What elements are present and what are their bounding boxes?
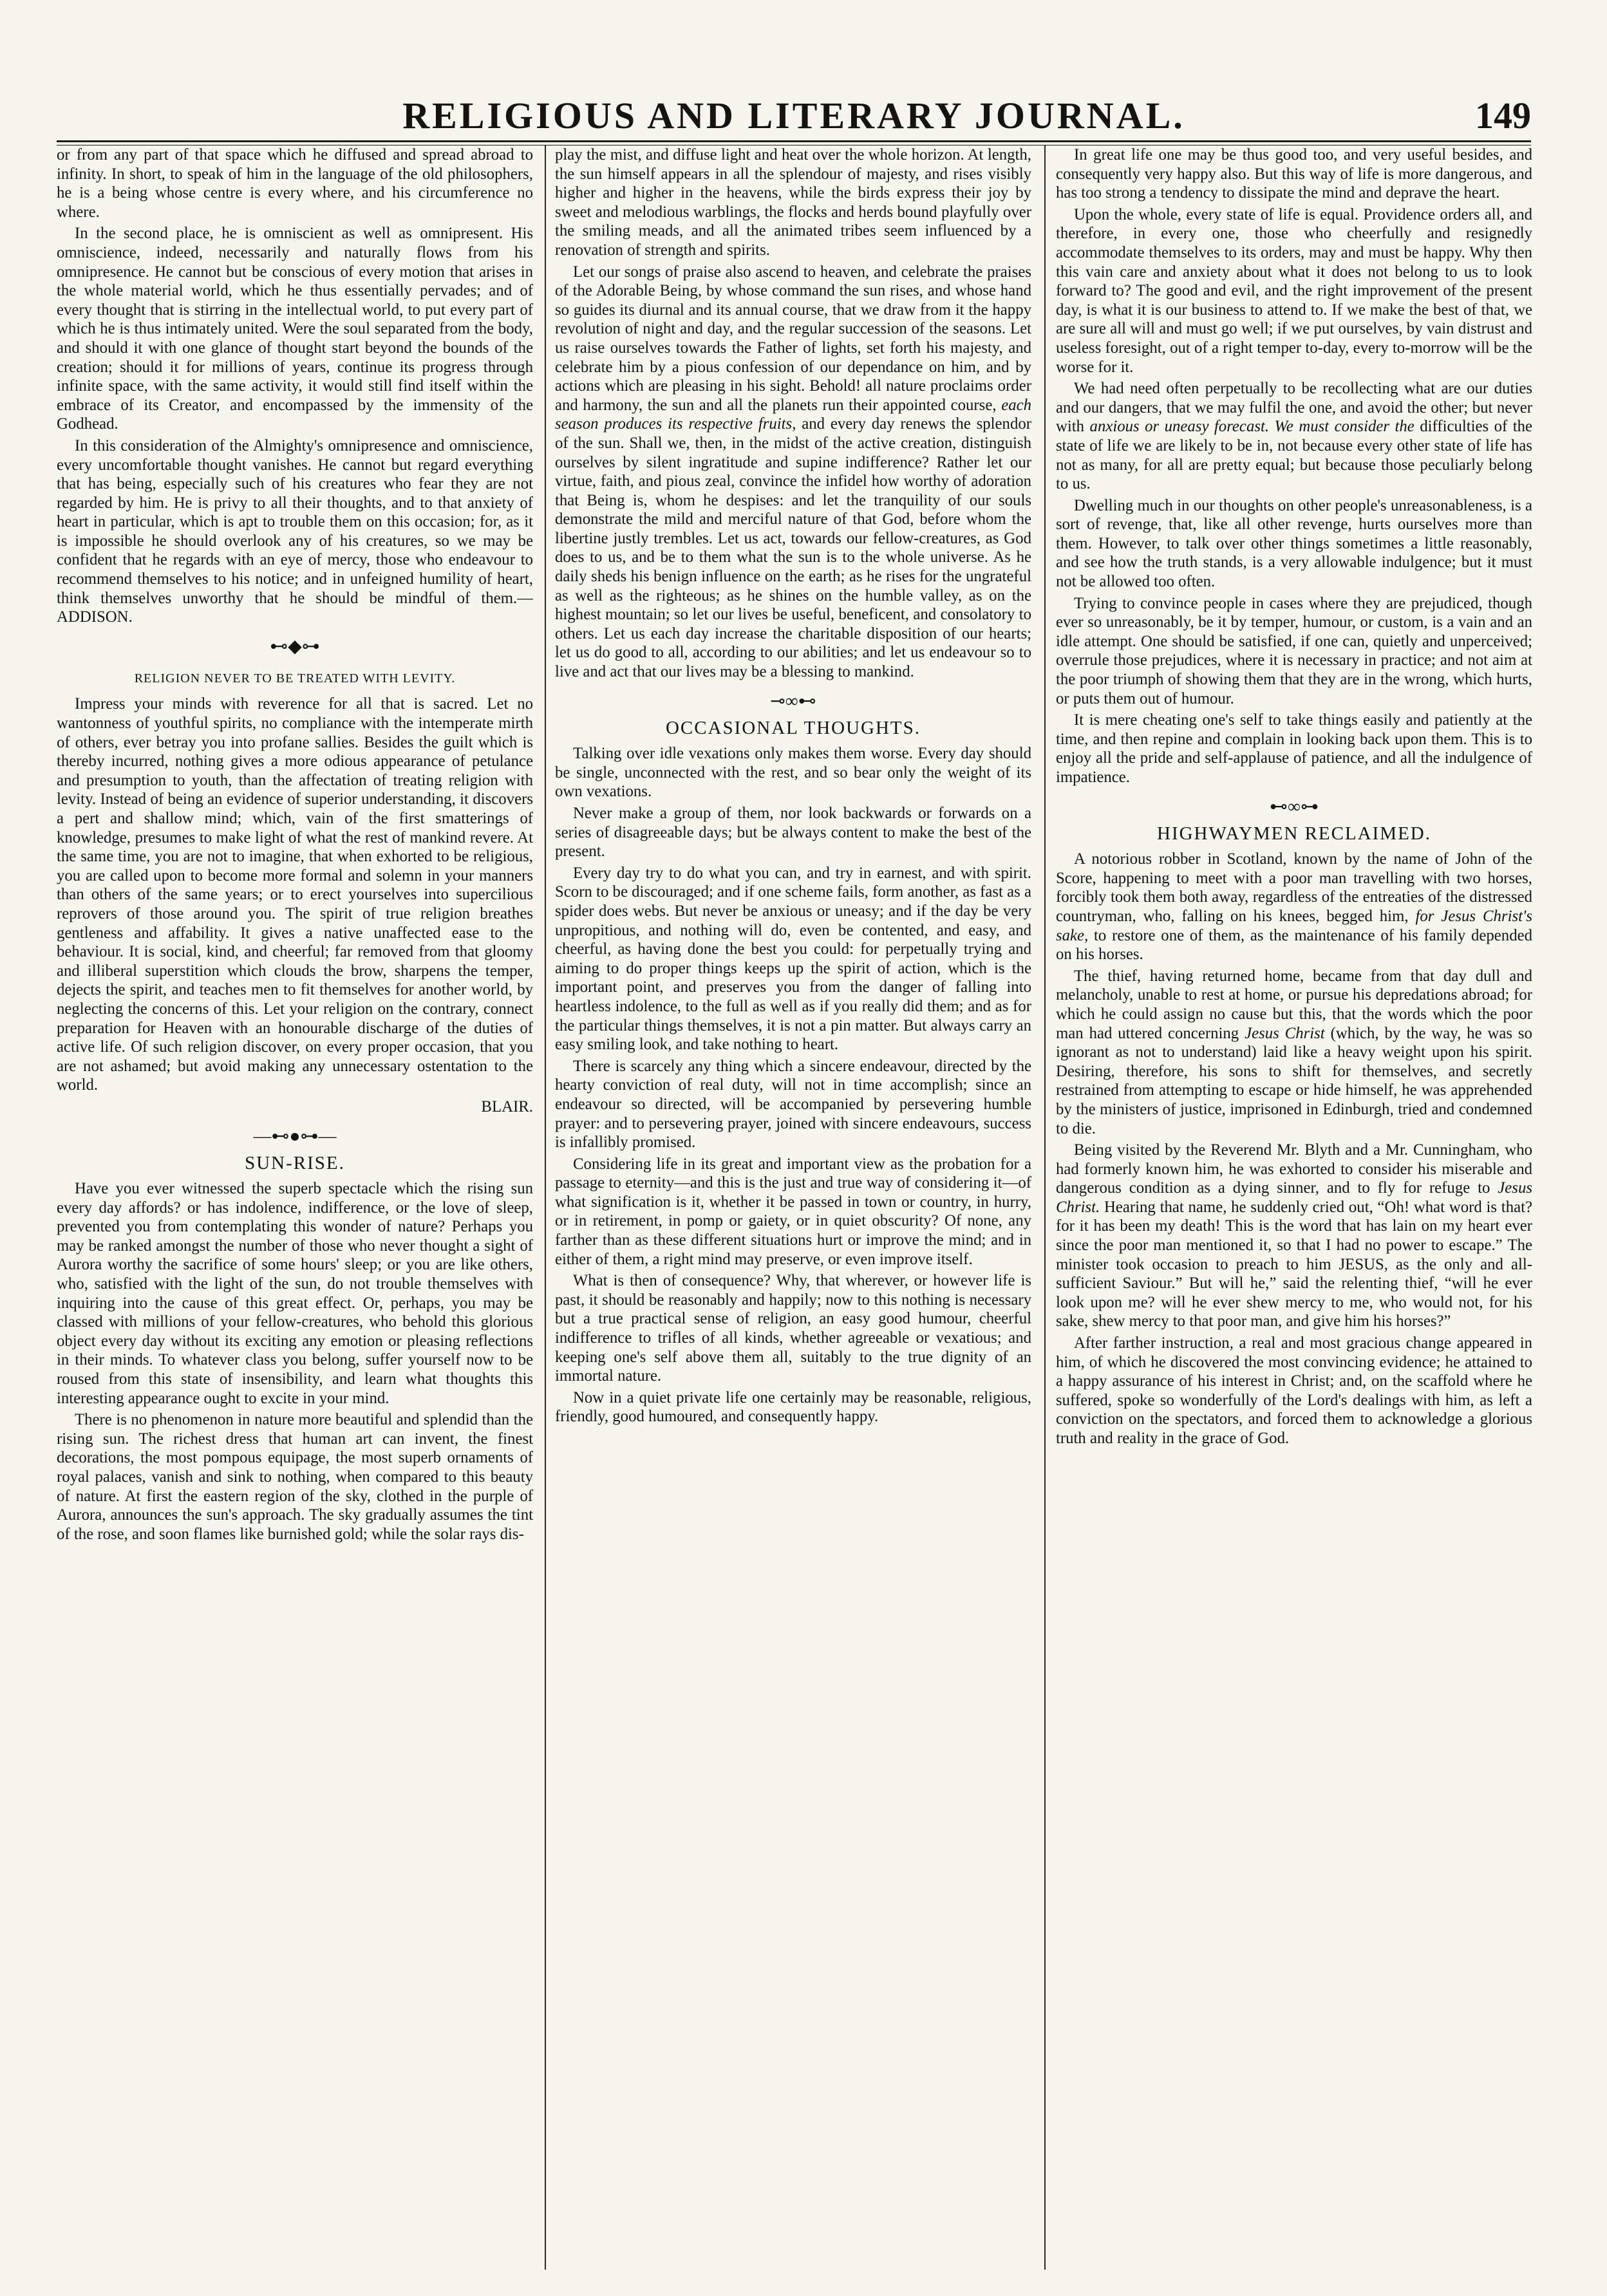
paragraph	[1056, 1141, 1532, 1331]
paragraph: play the mist, and diffuse light and heat over the whole horizon. At length, the sun himself appears in all the splendour of majesty, and rises visibly higher and higher in the heavens, while the birds express their joy by sweet and melodious warblings, the flocks and herds bound playfully over the smiling meads, and all the animated tribes seem influenced by a renovation of strength and spirits.	[555, 146, 1031, 259]
column-divider	[1044, 145, 1046, 2270]
paragraph: It is mere cheating one's self to take things easily and patiently at the time, and then repine and complain in looking back upon them. This is to enjoy all the pride and self-applause of patience, and all the indulgence of impatience.	[1056, 711, 1532, 786]
paragraph-text: Hearing that name, he suddenly cried out, “Oh! what word is that? for it has been my death! This is the word that has lain on my heart ever since the poor man mentioned it, so that I had no power to escape.” The minister took occasion to preach to him JESUS, as the only and all-sufficient Saviour.” But will he,” said the relenting thief, “will he ever look upon me? will he ever shew mercy to me, who would not, for his sake, shew mercy to that poor man, and give him his horses?”	[1056, 1198, 1532, 1330]
section-ornament: —⊷●⊶—	[253, 1126, 337, 1146]
author-attribution: BLAIR.	[481, 1097, 533, 1115]
paragraph: Every day try to do what you can, and try in earnest, and with spirit. Scorn to be discouraged; and if one scheme fails, form another, as fast as a spider does webs. But never be anxious or uneasy; and if the day be very unpropitious, and nothing will do, even be contented, and easy, and cheerful, as having done the best you could: for perpetually trying and aiming to do proper things keeps up the spirit of action, which is the important point, and preserves you from the danger of falling into heartless indolence, to the full as well as if you really did them; and as for the particular things themselves, it is not a pin matter. But always carry an easy smiling look, and take nothing to heart.	[555, 864, 1031, 1054]
paragraph: Impress your minds with reverence for all that is sacred. Let no wantonness of youthful spirits, no compliance with the intemperate mirth of others, ever betray you into profane sallies. Besides the guilt which is thereby incurred, nothing gives a more odious appearance of petulance and presumption to youth, than the affectation of treating religion with levity. Instead of being an evidence of superior understanding, it discovers a pert and shallow mind; which, vain of the first smatterings of knowledge, presumes to make light of what the rest of mankind revere. At the same time, you are not to imagine, that when exhorted to be religious, you are called upon to become more formal and solemn in your manners than others of the same years; or to erect yourselves into supercilious reprovers of those around you. The spirit of true religion breathes gentleness and affability. It gives a native unaffected ease to the behaviour. It is social, kind, and cheerful; far removed from that gloomy and illiberal superstition which clouds the brow, sharpens the temper, dejects the spirit, and teaches men to fit themselves for another world, by neglecting the concerns of this. Let your religion on the contrary, connect preparation for Heaven with an honourable discharge of the duties of active life. Of such religion discover, on every proper occasion, that you are not ashamed; but avoid making any unnecessary ostentation to the world.	[57, 695, 533, 1094]
paragraph: Talking over idle vexations only makes them worse. Every day should be single, unconnected with the rest, and so bear only the weight of its own vexations.	[555, 745, 1031, 801]
paragraph	[1056, 850, 1532, 964]
paragraph: What is then of consequence? Why, that wherever, or however life is past, it should be reasonably and happily; now to this nothing is necessary but a true practical sense of religion, an easy good humour, cheerful indifference to trifles of all kinds, whether agreeable or vexatious; and keeping one's self above them all, suitably to the true dignity of an immortal nature.	[555, 1272, 1031, 1385]
paragraph: Trying to convince people in cases where they are prejudiced, though ever so unreasonably, be it by temper, humour, or custom, is a vain and an idle attempt. One should be satisfied, if one can, quietly and unperceived; overrule those prejudices, where it is necessary in practice; and not aim at the poor triumph of showing them that they are in the wrong, which hurts, or puts them out of humour.	[1056, 594, 1532, 707]
author-attribution: —ADDISON.	[57, 589, 533, 626]
paragraph: There is scarcely any thing which a sincere endeavour, directed by the hearty conviction of real duty, will not in time accomplish; since an endeavour so directed, will be accompanied by persevering humble prayer: and to persevering prayer, joined with sincere endeavours, success is infallibly promised.	[555, 1057, 1031, 1152]
paragraph: In the second place, he is omniscient as well as omnipresent. His omniscience, indeed, necessarily and naturally flows from his omnipresence. He cannot but be conscious of every motion that arises in the whole material world, which he thus essentially pervades; and of every thought that is stirring in the intellectual world, to put every part of which he is thus intimately united. Were the soul separated from the body, and should it with one glance of thought start beyond the bounds of the creation; should it for millions of years, continue its progress through infinite space, with the same activity, it would still find itself within the embrace of its Creator, and encompassed by the immensity of the Godhead.	[57, 225, 533, 433]
paragraph: Considering life in its great and important view as the probation for a passage to eternity—and this is the just and true way of considering it—of what signification is it, whether it be passed in town or country, in hurry, or in retirement, in pomp or gaiety, or in quiet obscurity? Of none, any farther than as these different situations hurt or improve the mind; and in either of them, a right mind may preserve, or even improve itself.	[555, 1155, 1031, 1268]
paragraph-text: to restore one of them, as the maintenance of his family depended on his horses.	[1056, 926, 1532, 964]
paragraph	[1056, 379, 1532, 494]
emphasis-text: anxious or uneasy forecast. We must consider the	[1089, 418, 1414, 436]
emphasis-text: Jesus Christ.	[1056, 1179, 1532, 1216]
paragraph	[57, 436, 533, 627]
paragraph	[1056, 967, 1532, 1138]
paragraph: After farther instruction, a real and most gracious change appeared in him, of which he discovered the most convincing evidence; he attained to a happy assurance of his interest in Christ; and, on the scaffold where he suffered, spoke so wonderfully of the Lord's dealings with him, as left a conviction on the spectators, and forced them to acknowledge a glorious truth and reality in the grace of God.	[1056, 1334, 1532, 1447]
paragraph-text: In this consideration of the Almighty's omnipresence and omniscience, every uncomfortable thought vanishes. He cannot but regard everything that has being, especially such of his creatures who fear they are not regarded by him. He is privy to all their thoughts, and to that anxiety of heart in particular, which is apt to trouble them on this occasion; for, as it is impossible he should overlook any of his creatures, so we may be confident that he regards with an eye of mercy, those who endeavour to recommend themselves to his notice; and in unfeigned humility of heart, think themselves unworthy that he should be mindful of them.	[57, 436, 533, 607]
section-ornament: ⊷◆⊶	[270, 636, 320, 657]
paragraph	[555, 263, 1031, 682]
article-title: SUN-RISE.	[245, 1152, 345, 1173]
emphasis-text: Jesus Christ	[1245, 1024, 1325, 1042]
paragraph: There is no phenomenon in nature more beautiful and splendid than the rising sun. The richest dress that human art can invent, the finest decorations, the most pompous equipage, the most superb ornaments of royal palaces, vanish and sink to nothing, when compared to this beauty of nature. At first the eastern region of the sky, clothed in the purple of Aurora, announces the sun's approach. The sky gradually assumes the tint of the rose, and soon flames like burnished gold; while the solar rays dis-	[57, 1411, 533, 1543]
article-title: HIGHWAYMEN RECLAIMED.	[1157, 823, 1431, 844]
paragraph: Now in a quiet private life one certainly may be reasonable, religious, friendly, good humoured, and consequently happy.	[555, 1388, 1031, 1426]
journal-title: RELIGIOUS AND LITERARY JOURNAL.	[402, 95, 1185, 136]
article-title: OCCASIONAL THOUGHTS.	[665, 717, 921, 738]
paragraph: or from any part of that space which he diffused and spread abroad to infinity. In short, to speak of him in the language of the old philosophers, he is a being whose centre is every where, and his circumference no where.	[57, 146, 533, 221]
page-number: 149	[1475, 95, 1531, 136]
paragraph: Never make a group of them, nor look backwards or forwards on a series of disagreeable days; but be always content to make the best of the present.	[555, 805, 1031, 861]
paragraph-text: (which, by the way, he was so ignorant as not to understand) laid like a heavy weight upon his spirit. Desiring, therefore, his sons to shift for themselves, and secretly restrained from attempting to escape or hide himself, he was apprehended by the ministers of justice, imprisoned in Edinburgh, tried and condemned to die.	[1056, 1024, 1532, 1137]
paragraph-text: Being visited by the Reverend Mr. Blyth and a Mr. Cunningham, who had formerly known him, he was exhorted to consider his miserable and dangerous condition as a dying sinner, and to fly for refuge to	[1056, 1141, 1532, 1197]
masthead	[57, 90, 1531, 142]
column-left	[57, 145, 533, 2270]
emphasis-text: each season produces its respective fruits,	[555, 396, 1031, 433]
paragraph-text: difficulties of the state of life we are likely to be in, not because every other state of life has not as many, for all are pretty equal; but because those peculiarly belong to us.	[1056, 418, 1532, 493]
paragraph: Have you ever witnessed the superb spectacle which the rising sun every day affords? or has indolence, indifference, or the love of sleep, prevented you from contemplating this wonder of nature? Perhaps you may be ranked amongst the number of those who never thought a sight of Aurora worthy the sacrifice of some hours' sleep; or you are like others, who, satisfied with the light of the sun, do not trouble themselves with inquiring into the cause of this great effect. Or, perhaps, you may be classed with millions of your fellow-creatures, who behold this glorious object every day without its exciting any emotion or pleasing reflections in their minds. To whatever class you belong, suffer yourself now to be roused from this state of insensibility, and learn what thoughts this interesting appearance ought to excite in your mind.	[57, 1180, 533, 1407]
paragraph: Dwelling much in our thoughts on other people's unreasonableness, is a sort of revenge, that, like all other revenge, hurts ourselves more than them. However, to talk over other things sometimes a little reasonably, and see how the truth stands, is a very allowable indulgence; but it must not be allowed too often.	[1056, 496, 1532, 591]
paragraph: Upon the whole, every state of life is equal. Providence orders all, and therefore, in every one, those who cheerfully and resignedly accommodate themselves to its orders, may and must be happy. Why then this vain care and anxiety about what it does not belong to us to look forward to? The good and evil, and the right improvement of the present day, is what it is our business to attend to. If we make the best of that, we are sure all will and must go well; if we put ourselves, by vain distrust and useless foresight, out of a right temper to-day, every to-morrow will be the worse for it.	[1056, 205, 1532, 376]
column-divider	[545, 145, 546, 2270]
column-right	[1056, 145, 1532, 2270]
paragraph-text: and every day renews the splendor of the sun. Shall we, then, in the midst of the active creation, distinguish ourselves by silent ingratitude and supine indifference? Rather let our virtue, faith, and pious zeal, convince the infidel how worthy of adoration that Being is, whom he despises: and let the tranquility of our souls demonstrate the mild and merciful nature of that God, before whom the libertine justly trembles. Let us act, towards our fellow-creatures, as God does to us, and be to them what the sun is to the whole universe. As he daily sheds his benign influence on the earth; as he rises for the ungrateful as well as the righteous; as he shines on the humble valley, as on the highest mountain; so let our lives be useful, beneficent, and consolatory to others. Let us each day increase the charitable disposition of our hearts; let us do good to all, according to our abilities; and let us endeavour so to live and act that our lives may be a blessing to mankind.	[555, 415, 1031, 681]
section-ornament: ⊷∞⊶	[1270, 796, 1319, 817]
section-ornament: ⊸∞⊷	[770, 691, 816, 711]
emphasis-text: for Jesus Christ's sake,	[1056, 907, 1532, 944]
paragraph-text: A notorious robber in Scotland, known by the name of John of the Score, happening to meet with a poor man travelling with two horses, forcibly took them both away, regardless of the entreaties of the distressed countryman, who, falling on his knees, begged him,	[1056, 850, 1532, 925]
column-middle	[555, 145, 1031, 2270]
paragraph-text: We had need often perpetually to be recollecting what are our duties and our dangers, that we may fulfil the one, and avoid the other; but never with	[1056, 380, 1532, 436]
paragraph-text: The thief, having returned home, became from that day dull and melancholy, unable to rest at home, or pursue his depredations abroad; for which he could assign no cause but this, that the words which the poor man had uttered concerning	[1056, 967, 1532, 1042]
paragraph: In great life one may be thus good too, and very useful besides, and consequently very happy also. But this way of life is more dangerous, and has too strong a tendency to dissipate the mind and deprave the heart.	[1056, 146, 1532, 202]
header-rule	[57, 140, 1531, 142]
article-title: RELIGION NEVER TO BE TREATED WITH LEVITY.	[134, 671, 456, 686]
paragraph-text: Let our songs of praise also ascend to heaven, and celebrate the praises of the Adorable Being, by whose command the sun rises, and whose hand so guides its diurnal and its annual course, that we draw from it the happy revolution of night and day, and the regular succession of the seasons. Let us raise ourselves towards the Father of lights, set forth his majesty, and celebrate him by a pious confession of our dependance on him, and by actions which are pleasing in his sight. Behold! all nature proclaims order and harmony, the sun and all the planets run their appointed course,	[555, 263, 1031, 414]
